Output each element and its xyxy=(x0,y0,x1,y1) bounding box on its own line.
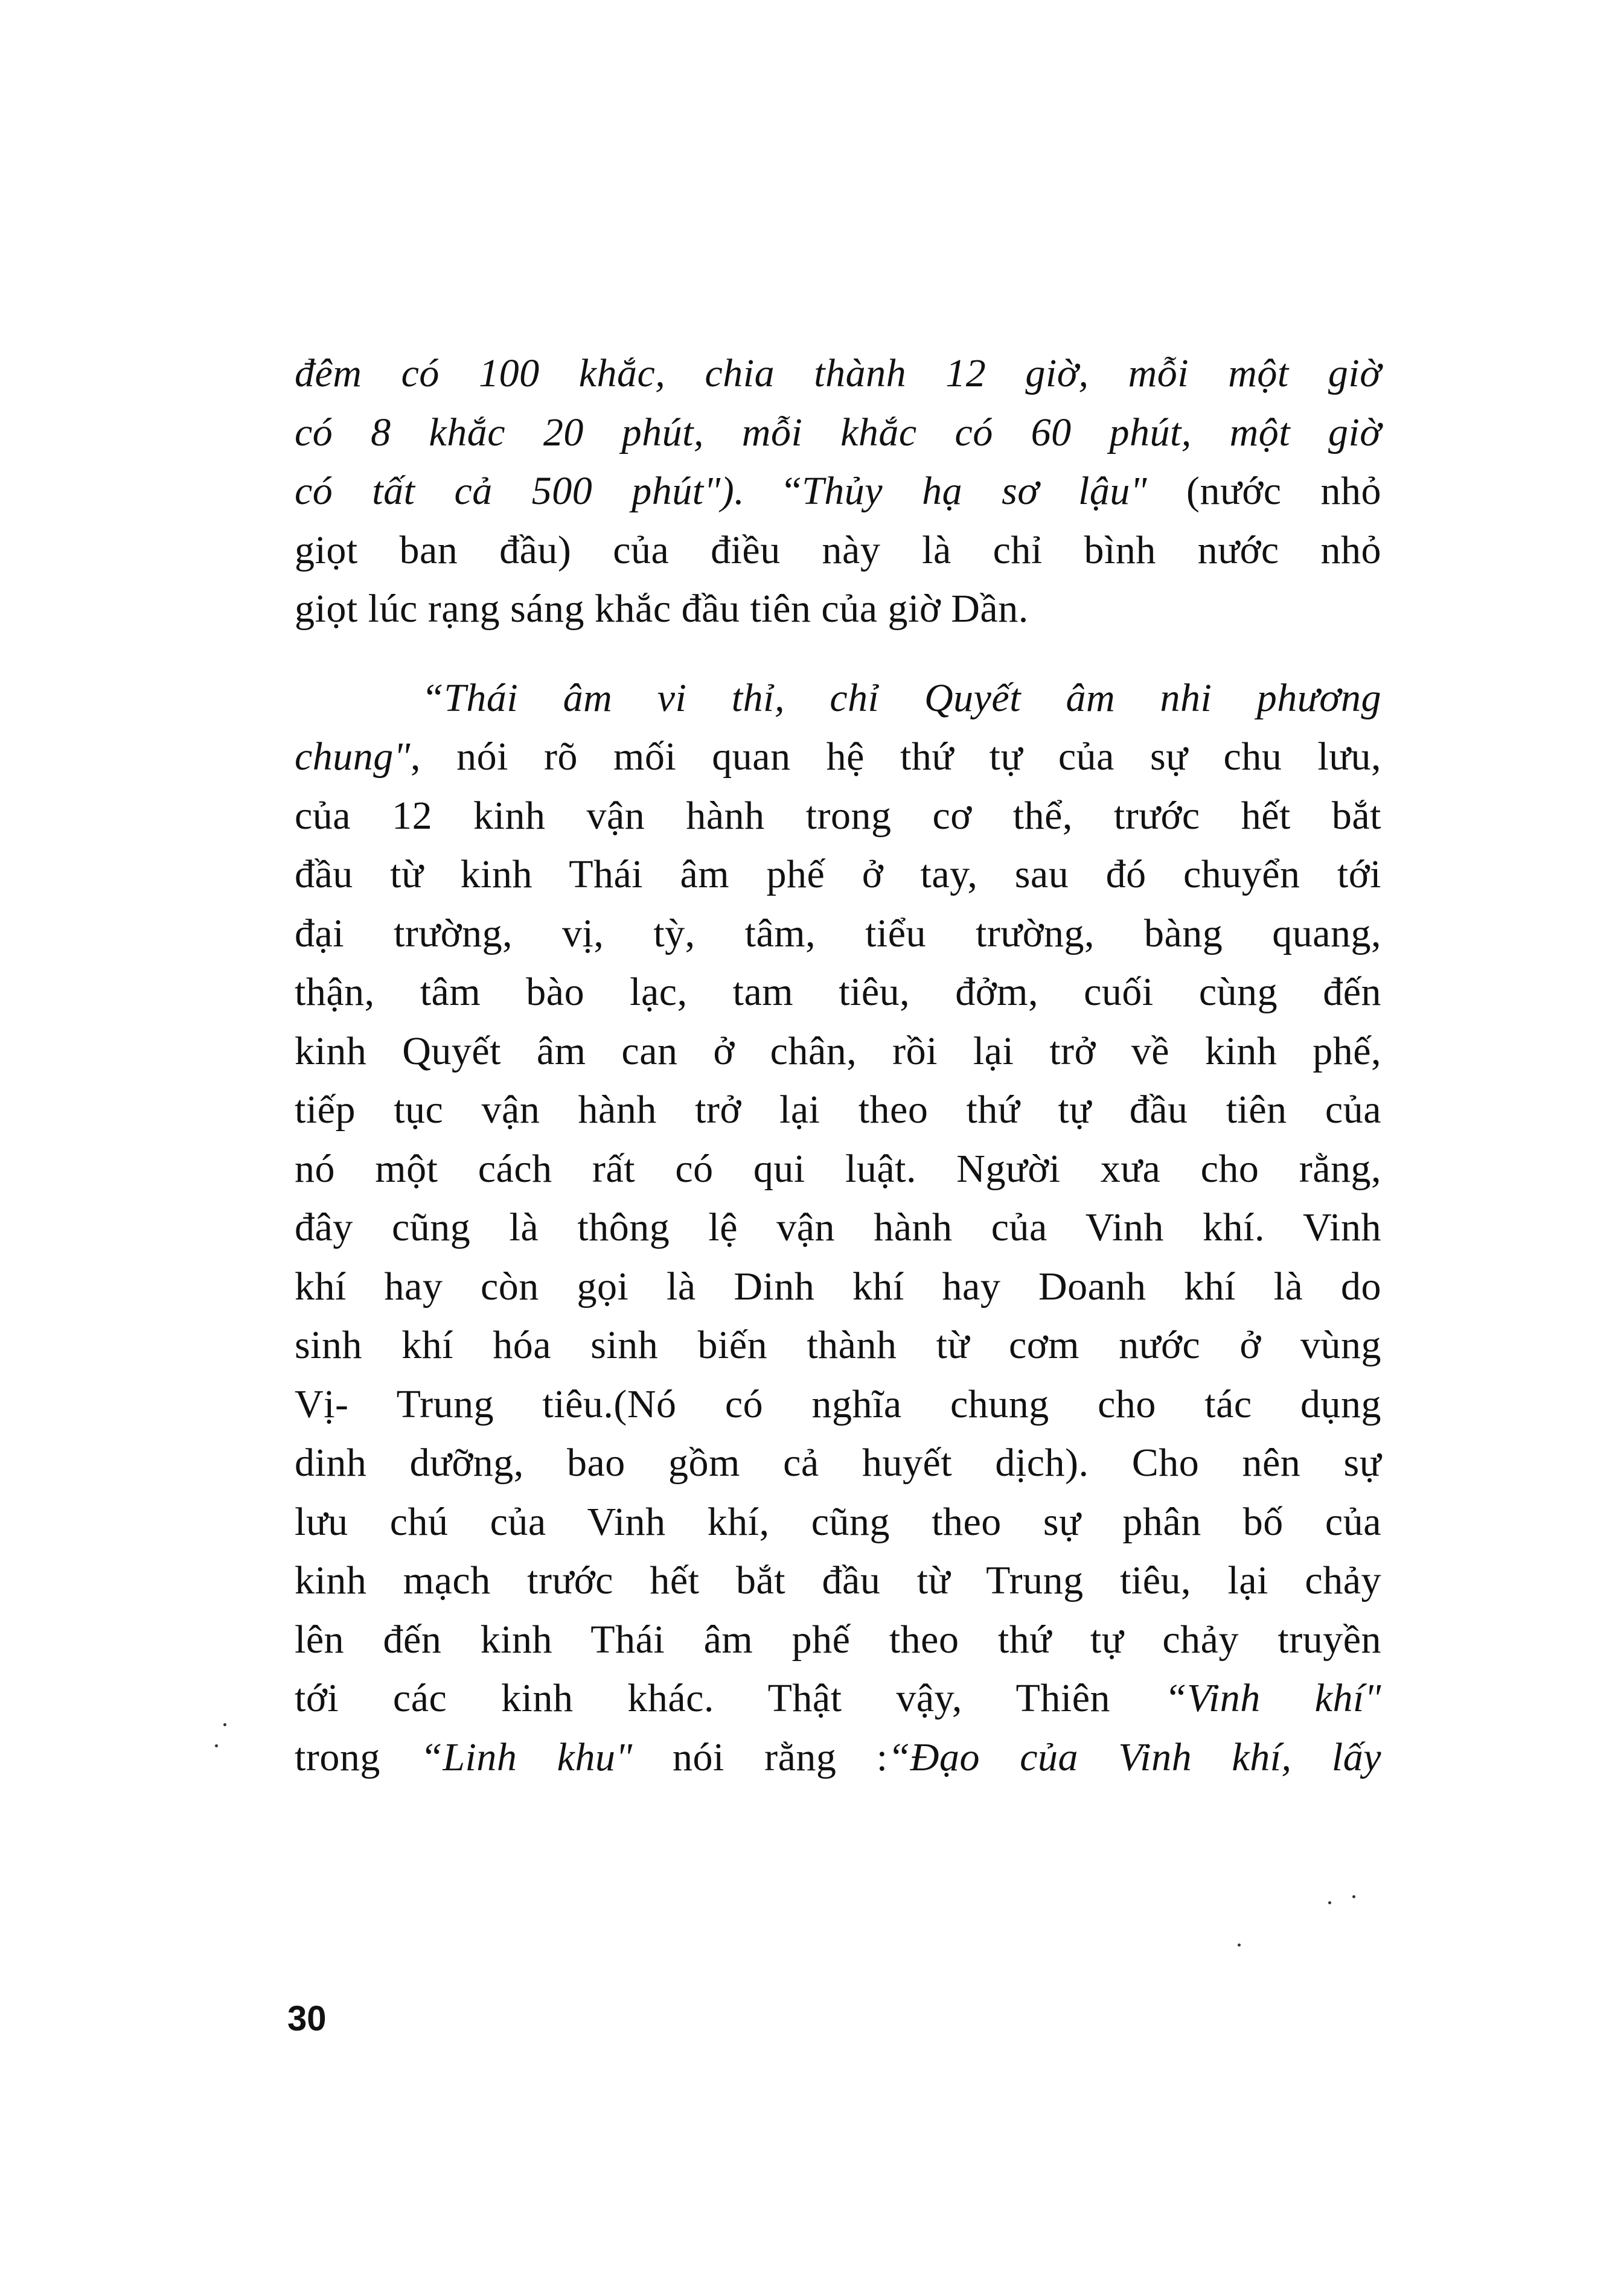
text-segment: dinh dưỡng, bao gồm cả huyết dịch). Cho nên sự xyxy=(295,1441,1381,1485)
text-segment: “Đạo của Vinh khí, lấy xyxy=(887,1735,1381,1779)
text-segment: “Linh khu" xyxy=(420,1735,633,1779)
text-segment: tới các kinh khác. Thật vậy, Thiên xyxy=(295,1676,1165,1720)
text-line xyxy=(295,1198,1381,1257)
text-segment: đại trường, vị, tỳ, tâm, tiểu trường, bàng quang, xyxy=(295,911,1381,955)
body-text xyxy=(295,344,1381,1787)
text-segment: giọt ban đầu) của điều này là chỉ bình nước nhỏ xyxy=(295,528,1381,572)
scan-speck xyxy=(1238,1944,1241,1947)
text-segment: lưu chú của Vinh khí, cũng theo sự phân bố của xyxy=(295,1499,1381,1544)
text-segment: “ xyxy=(744,469,802,513)
text-segment: kinh Quyết âm can ở chân, rồi lại trở về kinh phế, xyxy=(295,1028,1381,1073)
text-line xyxy=(295,1610,1381,1669)
text-segment: Vị- Trung tiêu.(Nó có nghĩa chung cho tác dụng xyxy=(295,1382,1381,1426)
text-line xyxy=(295,1316,1381,1375)
text-segment: “Vinh khí" xyxy=(1164,1676,1381,1720)
text-segment: trong xyxy=(295,1735,421,1779)
text-line xyxy=(295,963,1381,1022)
scan-speck xyxy=(1328,1901,1331,1904)
text-segment: có tất cả 500 phút"). xyxy=(295,469,745,513)
text-segment: đây cũng là thông lệ vận hành của Vinh khí. Vinh xyxy=(295,1205,1381,1249)
text-segment: Thủy hạ sơ lậu" xyxy=(802,469,1148,513)
scan-speck xyxy=(215,1744,218,1747)
text-line xyxy=(295,1022,1381,1081)
text-segment: thận, tâm bào lạc, tam tiêu, đởm, cuối cùng đến xyxy=(295,970,1381,1014)
text-line xyxy=(295,904,1381,963)
text-line xyxy=(295,1433,1381,1493)
text-line xyxy=(295,344,1381,403)
scan-speck xyxy=(1352,1895,1355,1898)
scan-speck xyxy=(223,1723,226,1726)
text-line xyxy=(295,786,1381,846)
text-segment: (nước nhỏ xyxy=(1147,469,1382,513)
text-segment: tiếp tục vận hành trở lại theo thứ tự đầu tiên của xyxy=(295,1088,1381,1132)
text-line xyxy=(295,579,1381,639)
text-segment: giọt lúc rạng sáng khắc đầu tiên của giờ Dần. xyxy=(295,587,1029,631)
text-segment: kinh mạch trước hết bắt đầu từ Trung tiêu, lại chảy xyxy=(295,1558,1381,1602)
text-line xyxy=(295,669,1381,728)
text-segment: khí hay còn gọi là Dinh khí hay Doanh khí là do xyxy=(295,1264,1381,1309)
text-line xyxy=(295,521,1381,580)
text-line xyxy=(295,1669,1381,1728)
text-segment: đêm có 100 khắc, chia thành 12 giờ, mỗi một giờ xyxy=(295,351,1381,395)
text-segment: nó một cách rất có qui luật. Người xưa cho rằng, xyxy=(295,1146,1381,1191)
text-line xyxy=(295,1375,1381,1434)
text-segment: “Thái âm vi thỉ, chỉ Quyết âm nhi phương xyxy=(421,675,1381,720)
text-line xyxy=(295,727,1381,786)
text-segment: sinh khí hóa sinh biến thành từ cơm nước ở vùng xyxy=(295,1323,1381,1367)
text-segment: , nói rõ mối quan hệ thứ tự của sự chu lưu, xyxy=(411,735,1381,779)
text-line xyxy=(295,1257,1381,1316)
text-line xyxy=(295,1080,1381,1140)
text-line xyxy=(295,462,1381,521)
text-line xyxy=(295,845,1381,904)
text-segment: nói rằng : xyxy=(632,1735,888,1779)
text-line xyxy=(295,1728,1381,1787)
text-line xyxy=(295,1551,1381,1610)
text-line xyxy=(295,403,1381,462)
text-segment: có 8 khắc 20 phút, mỗi khắc có 60 phút, một giờ xyxy=(295,410,1381,454)
text-line xyxy=(295,1493,1381,1552)
text-segment: chung" xyxy=(295,735,411,779)
paragraph-gap xyxy=(295,639,1381,669)
page-number: 30 xyxy=(287,1999,327,2038)
text-segment: của 12 kinh vận hành trong cơ thể, trước hết bắt xyxy=(295,793,1381,838)
text-segment: đầu từ kinh Thái âm phế ở tay, sau đó chuyển tới xyxy=(295,852,1381,896)
text-line xyxy=(295,1140,1381,1199)
text-segment: lên đến kinh Thái âm phế theo thứ tự chảy truyền xyxy=(295,1617,1381,1662)
